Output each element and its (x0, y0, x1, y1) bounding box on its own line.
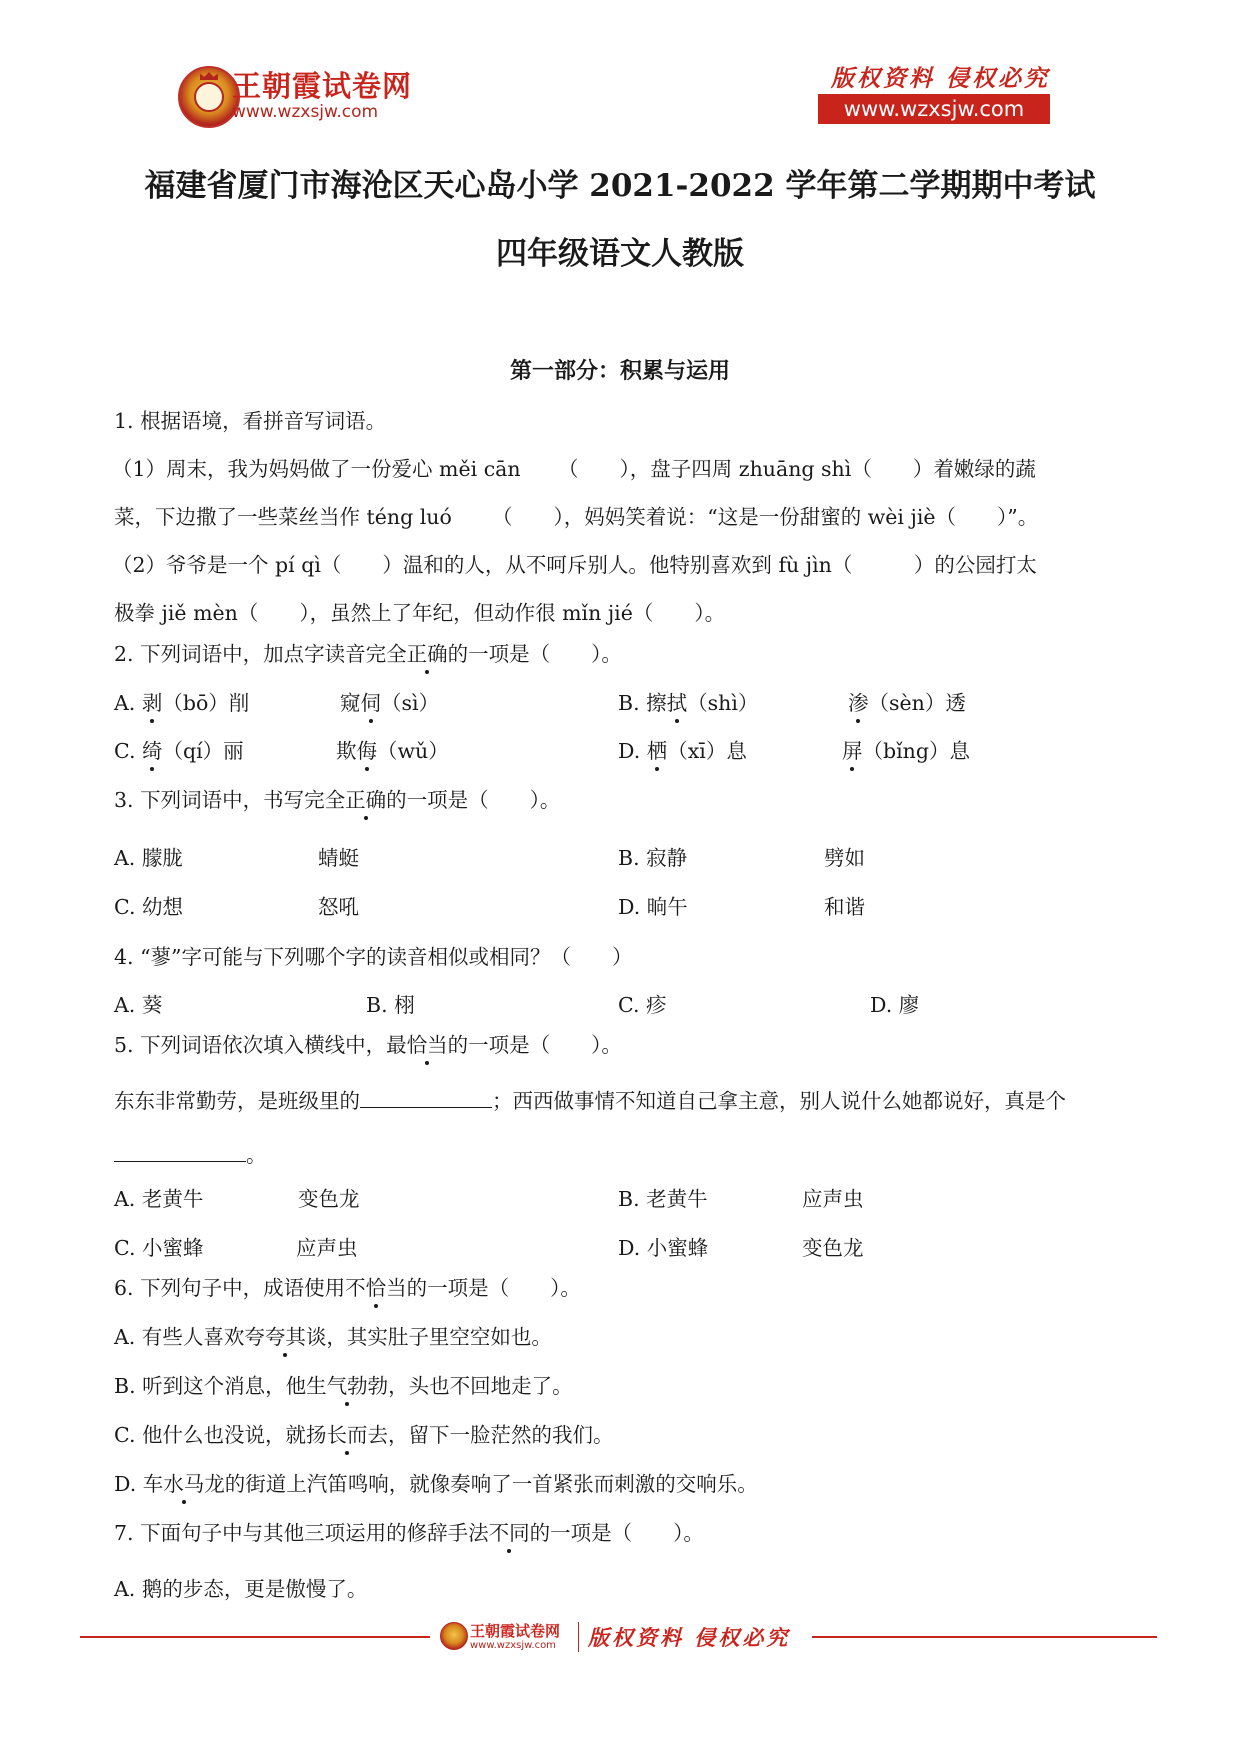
footer-brand: 王朝霞试卷网 (470, 1622, 561, 1640)
question-5-sentence: 东东非常勤劳，是班级里的 ；西西做事情不知道自己拿主意，别人说什么她都说好，真是个 (114, 1089, 1066, 1113)
option-a: A. 朦胧 (114, 846, 183, 870)
question-1-line: （ ），妈妈笑着说：“这是一份甜蜜的 wèi jiè（ ）”。 (492, 505, 1039, 529)
option-a-word-2: 变色龙 (298, 1187, 360, 1211)
footer-divider-right (812, 1636, 1157, 1638)
option-b-word-2: 应声虫 (802, 1187, 864, 1211)
question-1-line: （2）爷爷是一个 pí qì（ ）温和的人，从不呵斥别人。他特别喜欢到 fù jìn（ ）的公园打太 (112, 553, 1037, 577)
option-d-word-2: 和谐 (824, 895, 865, 919)
option-d: D. 小蜜蜂 (618, 1236, 709, 1260)
section-heading: 第一部分：积累与运用 (509, 358, 730, 384)
option-a: A. 有些人喜欢夸夸其谈，其实肚子里空空如也。 (114, 1320, 552, 1350)
question-2-stem: 2. 下列词语中，加点字读音完全正确的一项是（ ）。 (114, 637, 622, 667)
option-a-word-2: 蜻蜓 (318, 846, 359, 870)
option-b: B. 老黄牛 (618, 1187, 708, 1211)
option-b: B. 寂静 (618, 846, 688, 870)
question-1-line: 极拳 jiě mèn（ ），虽然上了年纪，但动作很 mǐn jié（ ）。 (114, 601, 726, 625)
question-7-stem: 7. 下面句子中与其他三项运用的修辞手法不同的一项是（ ）。 (114, 1516, 704, 1546)
footer-divider-left (80, 1636, 430, 1638)
option-b-word-2: 渗（sèn）透 (848, 686, 966, 716)
copyright-url: www.wzxsjw.com (818, 94, 1050, 124)
brand-name: 王朝霞试卷网 (232, 69, 413, 103)
question-1-line: 菜，下边撒了一些菜丝当作 téng luó (114, 505, 452, 529)
question-1-line: （ ），盘子四周 zhuāng shì（ ）着嫩绿的蔬 (558, 457, 1036, 481)
question-3-stem: 3. 下列词语中，书写完全正确的一项是（ ）。 (114, 783, 560, 813)
option-c-word-2: 怒吼 (318, 895, 359, 919)
option-a: A. 剥（bō）削 (114, 686, 249, 716)
option-d: D. 晌午 (618, 895, 688, 919)
option-b-word-2: 劈如 (824, 846, 865, 870)
question-5-stem: 5. 下列词语依次填入横线中，最恰当的一项是（ ）。 (114, 1028, 622, 1058)
answer-blank[interactable] (360, 1088, 492, 1109)
option-d: D. 廖 (870, 993, 920, 1017)
brand-url: www.wzxsjw.com (232, 102, 379, 122)
option-a: A. 葵 (114, 993, 163, 1017)
option-a: A. 鹅的步态，更是傲慢了。 (114, 1577, 368, 1601)
option-b: B. 听到这个消息，他生气勃勃，头也不回地走了。 (114, 1369, 573, 1399)
option-c: C. 他什么也没说，就扬长而去，留下一脸茫然的我们。 (114, 1418, 614, 1448)
option-d-word-2: 变色龙 (802, 1236, 864, 1260)
option-c: C. 小蜜蜂 (114, 1236, 204, 1260)
copyright-notice: 版权资料 侵权必究 (830, 65, 1050, 92)
option-d: D. 车水马龙的街道上汽笛鸣响，就像奏响了一首紧张而刺激的交响乐。 (114, 1467, 758, 1497)
option-d: D. 栖（xī）息 (618, 734, 747, 764)
page-title: 福建省厦门市海沧区天心岛小学 2021-2022 学年第二学期期中考试 (144, 168, 1096, 204)
option-b: B. 栩 (366, 993, 415, 1017)
option-d-word-2: 屏（bǐng）息 (842, 734, 970, 764)
answer-blank[interactable] (114, 1142, 246, 1163)
question-1-line: （1）周末，我为妈妈做了一份爱心 měi cān (112, 457, 521, 481)
question-1-stem: 1. 根据语境，看拼音写词语。 (114, 409, 387, 433)
footer-url: www.wzxsjw.com (470, 1640, 556, 1651)
option-a: A. 老黄牛 (114, 1187, 204, 1211)
option-c-word-2: 应声虫 (296, 1236, 358, 1260)
brand-logo-icon (178, 66, 240, 128)
option-c-word-2: 欺侮（wǔ） (336, 734, 449, 764)
option-a-word-2: 窥伺（sì） (340, 686, 439, 716)
question-6-stem: 6. 下列句子中，成语使用不恰当的一项是（ ）。 (114, 1271, 581, 1301)
option-c: C. 幼想 (114, 895, 183, 919)
page-subtitle: 四年级语文人教版 (496, 236, 744, 272)
option-b: B. 擦拭（shì） (618, 686, 758, 716)
footer-separator (578, 1622, 579, 1652)
footer-logo-icon (440, 1622, 468, 1650)
option-c: C. 疹 (618, 993, 667, 1017)
option-c: C. 绮（qí）丽 (114, 734, 244, 764)
question-4-stem: 4. “蓼”字可能与下列哪个字的读音相似或相同？（ ） (114, 945, 633, 969)
question-5-sentence-cont: 。 (114, 1138, 267, 1168)
footer-copyright: 版权资料 侵权必究 (588, 1625, 791, 1650)
